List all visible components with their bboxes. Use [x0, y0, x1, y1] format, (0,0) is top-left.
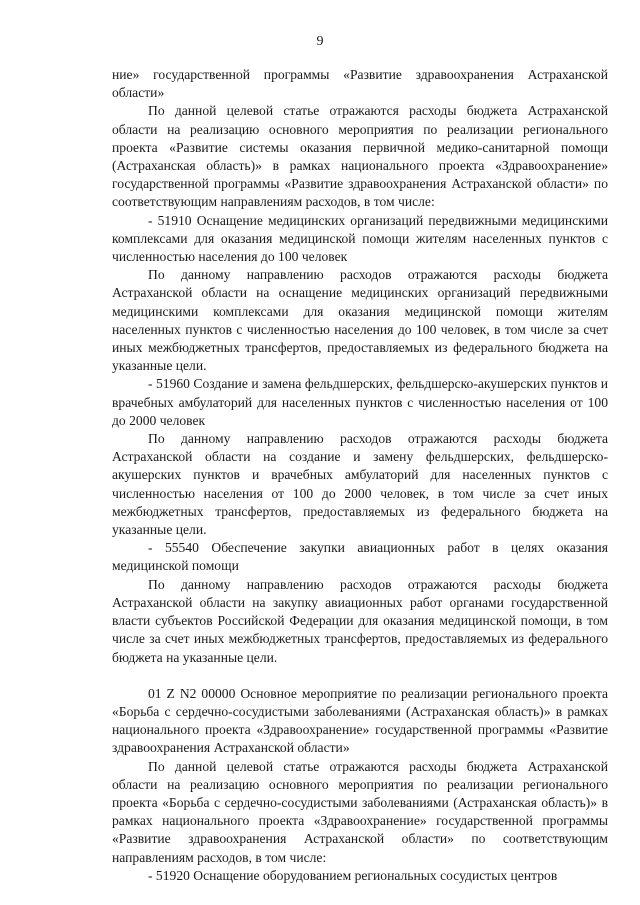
paragraph-continuation: ние» государственной программы «Развитие здравоохранения Астраханской области» [112, 67, 608, 101]
paragraph-expense-description: По данному направлению расходов отражаются расходы бюджета Астраханской области на закупку авиационных работ органами государственной власти субъектов Российской Федерации для оказания медицинской помощи, в том числе за счет иных межбюджетных трансфертов, предоставляемых из федерального бюджета на указанные цели. [112, 576, 608, 665]
paragraph-expense-description: По данному направлению расходов отражаются расходы бюджета Астраханской области на создание и замену фельдшерских, фельдшерско-акушерских пунктов и врачебных амбулаторий для населенных пунктов с численностью населения от 100 до 2000 человек, в том числе за счет иных межбюджетных трансфертов, предоставляемых из федерального бюджета на указанные цели. [112, 431, 608, 538]
paragraph-expense-item-51920: - 51920 Оснащение оборудованием региональных сосудистых центров [148, 867, 558, 883]
paragraph-section-heading-01zn2: 01 Z N2 00000 Основное мероприятие по реализации регионального проекта «Борьба с сердечно-сосудистыми заболеваниями (Астраханская область)» в рамках национального проекта «Здравоохранение» государственной программы «Развитие здравоохранения Астраханской области» [112, 685, 608, 756]
document-body [112, 66, 608, 885]
paragraph-target-article-description: По данной целевой статье отражаются расходы бюджета Астраханской области на реализацию основного мероприятия по реализации регионального проекта «Борьба с сердечно-сосудистыми заболеваниями (Астраханская область)» в рамках национального проекта «Здравоохранение» государственной программы «Развитие здравоохранения Астраханской области» по соответствующим направлениям расходов, в том числе: [112, 758, 608, 865]
paragraph-expense-item-55540: - 55540 Обеспечение закупки авиационных работ в целях оказания медицинской помощи [112, 540, 608, 574]
paragraph-target-article-description: По данной целевой статье отражаются расходы бюджета Астраханской области на реализацию основного мероприятия по реализации регионального проекта «Развитие системы оказания первичной медико-санитарной помощи (Астраханская область)» в рамках национального проекта «Здравоохранение» государственной программы «Развитие здравоохранения Астраханской области» по соответствующим направлениям расходов, в том числе: [112, 103, 608, 210]
section-spacer [112, 667, 608, 685]
paragraph-expense-item-51910: - 51910 Оснащение медицинских организаций передвижными медицинскими комплексами для оказания медицинской помощи жителям населенных пунктов с численностью населения до 100 человек [112, 212, 608, 265]
paragraph-expense-item-51960: - 51960 Создание и замена фельдшерских, фельдшерско-акушерских пунктов и врачебных амбулаторий для населенных пунктов с численностью населения от 100 до 2000 человек [112, 376, 608, 428]
paragraph-expense-description: По данному направлению расходов отражаются расходы бюджета Астраханской области на оснащение медицинских организаций передвижными медицинскими комплексами для оказания медицинской помощи жителям населенных пунктов с численностью населения до 100 человек, в том числе за счет иных межбюджетных трансфертов, предоставляемых из федерального бюджета на указанные цели. [112, 267, 608, 374]
page-number: 9 [316, 34, 324, 49]
